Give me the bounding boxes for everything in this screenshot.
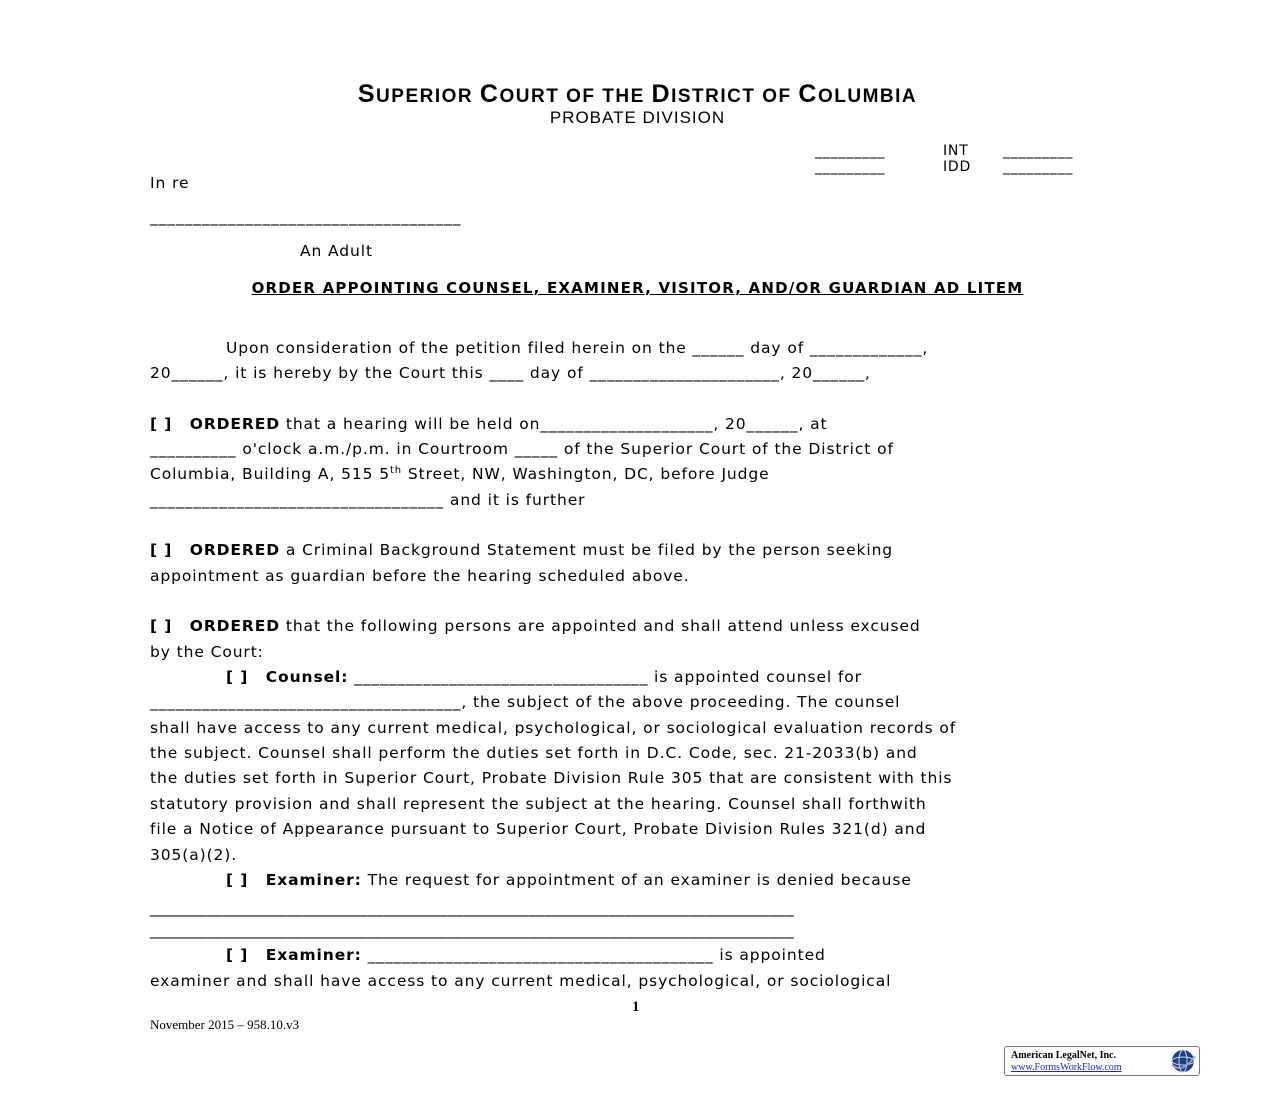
case-number-field[interactable]: _________ (1003, 159, 1074, 175)
ordered-label: ORDERED (189, 415, 281, 433)
examiner-denied-checkbox[interactable]: [ ] (226, 871, 249, 889)
counsel-line-6: statutory provision and shall represent the subject at the hearing. Counsel shall forthwith (150, 795, 927, 813)
consideration-line-1: Upon consideration of the petition filed herein on the ______ day of _____________, (226, 339, 929, 357)
counsel-checkbox[interactable]: [ ] (226, 668, 249, 686)
case-number-row-idd (815, 159, 1073, 175)
background-line-1: [ ] ORDERED a Criminal Background Statement must be filed by the person seeking (150, 541, 894, 559)
court-title: SUPERIOR COURT OF THE DISTRICT OF COLUMBIA (357, 80, 918, 108)
examiner-appointed-line-2: examiner and shall have access to any current medical, psychological, or sociological (150, 972, 892, 990)
division-title: PROBATE DIVISION (549, 108, 726, 127)
background-line-2: appointment as guardian before the hearing scheduled above. (150, 567, 690, 585)
subject-name-line[interactable]: ____________________________________ (150, 208, 462, 226)
ordered-label: ORDERED (189, 541, 281, 559)
hearing-line-1: [ ] ORDERED that a hearing will be held on____________________, 20______, at (150, 415, 828, 433)
hearing-line-2: __________ o'clock a.m./p.m. in Courtroom _____ of the Superior Court of the District of (150, 440, 894, 458)
consideration-line-2: 20______, it is hereby by the Court this ____ day of ______________________, 20______, (150, 364, 871, 382)
appointed-line-2: by the Court: (150, 643, 264, 661)
appointed-checkbox[interactable]: [ ] (150, 617, 173, 635)
case-number-field[interactable]: _________ (815, 143, 886, 159)
hearing-line-3: Columbia, Building A, 515 5th Street, NW, Washington, DC, before Judge (150, 465, 770, 484)
order-title: ORDER APPOINTING COUNSEL, EXAMINER, VISITOR, AND/OR GUARDIAN AD LITEM (251, 279, 1024, 297)
in-re-label: In re (150, 174, 190, 192)
hearing-checkbox[interactable]: [ ] (150, 415, 173, 433)
examiner-label: Examiner: (265, 871, 362, 889)
hearing-line-4: __________________________________ and it is further (150, 491, 586, 509)
examiner-denied-line: [ ] Examiner: The request for appointment of an examiner is denied because (226, 871, 912, 889)
brand-name: American LegalNet, Inc. (1011, 1050, 1116, 1061)
counsel-line-8: 305(a)(2). (150, 846, 238, 864)
brand-logo[interactable] (1004, 1046, 1200, 1076)
denied-reason-line-1[interactable]: ________________________________________________________________________________ (150, 899, 794, 917)
brand-url[interactable]: www.FormsWorkFlow.com (1011, 1062, 1122, 1073)
denied-reason-line-2[interactable]: ________________________________________________________________________________ (150, 921, 794, 939)
examiner-label: Examiner: (265, 946, 362, 964)
page-number: 1 (632, 999, 640, 1015)
case-number-row-int (815, 143, 1073, 159)
case-number-field[interactable]: _________ (1003, 143, 1074, 159)
appointed-line-1: [ ] ORDERED that the following persons are appointed and shall attend unless excused (150, 617, 921, 635)
counsel-line-5: the duties set forth in Superior Court, Probate Division Rule 305 that are consistent with this (150, 769, 953, 787)
case-type-label: IDD (943, 159, 972, 175)
counsel-line-7: file a Notice of Appearance pursuant to Superior Court, Probate Division Rules 321(d) and (150, 820, 927, 838)
counsel-label: Counsel: (265, 668, 349, 686)
examiner-appointed-checkbox[interactable]: [ ] (226, 946, 249, 964)
an-adult-label: An Adult (300, 242, 373, 260)
counsel-line-1: [ ] Counsel: __________________________________ is appointed counsel for (226, 668, 862, 686)
background-checkbox[interactable]: [ ] (150, 541, 173, 559)
counsel-line-4: the subject. Counsel shall perform the duties set forth in D.C. Code, sec. 21-2033(b) and (150, 744, 918, 762)
globe-icon (1169, 1048, 1197, 1074)
examiner-appointed-line-1: [ ] Examiner: ________________________________________ is appointed (226, 946, 826, 964)
counsel-line-2: ____________________________________, the subject of the above proceeding. The counsel (150, 693, 901, 711)
case-number-field[interactable]: _________ (815, 159, 886, 175)
form-id: November 2015 – 958.10.v3 (150, 1017, 300, 1032)
ordered-label: ORDERED (189, 617, 281, 635)
case-type-label: INT (943, 143, 969, 159)
counsel-line-3: shall have access to any current medical, psychological, or sociological evaluation records of (150, 719, 957, 737)
